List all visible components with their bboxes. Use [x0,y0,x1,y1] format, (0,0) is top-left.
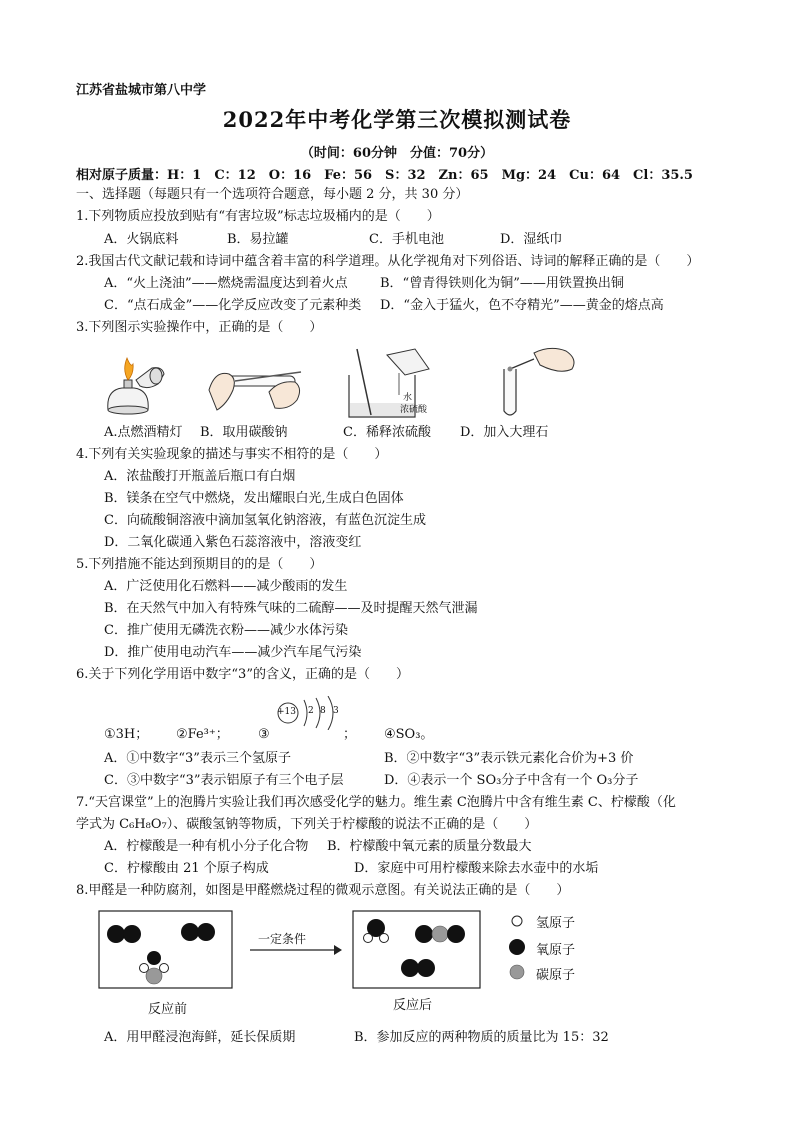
q6-option-b: B．②中数字“3”表示铁元素化合价为+3 价 [384,751,634,766]
q4-option-b: B．镁条在空气中燃烧，发出耀眼白光,生成白色固体 [104,491,404,506]
q5-option-a: A．广泛使用化石燃料——减少酸雨的发生 [104,579,348,594]
school-name: 江苏省盐城市第八中学 [76,83,207,98]
q1-option-b: B．易拉罐 [227,232,289,247]
q7-stem-line-2: 学式为 C₆H₈O₇）、碳酸氢钠等物质，下列关于柠檬酸的说法不正确的是（ ） [76,817,538,832]
q3-stem: 3.下列图示实验操作中，正确的是（ ） [76,320,323,335]
q6-item-3: ③ [258,727,270,742]
reaction-after-box [352,910,482,990]
q8-stem: 8.甲醛是一种防腐剂，如图是甲醛燃烧过程的微观示意图。有关说法正确的是（ ） [76,883,570,898]
q4-stem: 4.下列有关实验现象的描述与事实不相符的是（ ） [76,447,388,462]
q6-item-3-end: ； [343,727,357,742]
after-label: 反应后 [393,998,433,1013]
q1-option-d: D．湿纸巾 [500,232,563,247]
q2-option-b: B．“曾青得铁则化为铜”——用铁置换出铜 [380,276,624,291]
q7-option-d: D．家庭中可用柠檬酸来除去水壶中的水垢 [354,861,599,876]
legend-carbon: 碳原子 [536,968,576,983]
q4-option-d: D．二氧化碳通入紫色石蕊溶液中，溶液变红 [104,535,362,550]
q4-option-c: C．向硫酸铜溶液中滴加氢氧化钠溶液，有蓝色沉淀生成 [104,513,426,528]
q6-option-d: D．④表示一个 SO₃分子中含有一个 O₃分子 [384,773,639,788]
q4-option-a: A．浓盐酸打开瓶盖后瓶口有白烟 [104,469,296,484]
nucleus-charge: +13 [277,707,296,717]
q1-option-a: A．火锅底料 [104,232,179,247]
q7-option-c: C．柠檬酸由 21 个原子构成 [104,861,269,876]
q3-option-c: C．稀释浓硫酸 [343,425,431,440]
before-label: 反应前 [148,1002,188,1017]
exam-title: 2022年中考化学第三次模拟测试卷 [222,107,572,132]
q3-option-d: D．加入大理石 [460,425,549,440]
q5-option-c: C．推广使用无磷洗衣粉——减少水体污染 [104,623,348,638]
section-heading: 一、选择题（每题只有一个选项符合题意，每小题 2 分，共 30 分） [76,187,469,202]
q8-option-a: A．用甲醛浸泡海鲜，延长保质期 [104,1030,296,1045]
q6-item-1: ①3H； [104,727,149,742]
shell-3-count: 3 [333,706,339,716]
q1-stem: 1.下列物质应投放到贴有“有害垃圾”标志垃圾桶内的是（ ） [76,209,440,224]
marble-tube-figure [500,345,580,421]
reaction-before-box [98,910,234,990]
arrow-condition-label: 一定条件 [258,932,307,946]
q6-option-a: A．①中数字“3”表示三个氢原子 [104,751,291,766]
q1-option-c: C．手机电池 [369,232,444,247]
q6-stem: 6.关于下列化学用语中数字“3”的含义，正确的是（ ） [76,667,409,682]
q5-option-b: B．在天然气中加入有特殊气味的二硫醇——及时提醒天然气泄漏 [104,601,478,616]
shell-1-count: 2 [308,706,314,716]
q7-option-a: A．柠檬酸是一种有机小分子化合物 [104,839,309,854]
q6-option-c: C．③中数字“3”表示铝原子有三个电子层 [104,773,344,788]
legend-hydrogen: 氢原子 [536,916,576,931]
atomic-masses: 相对原子质量：H：1 C：12 O：16 Fe：56 S：32 Zn：65 Mg：24 Cu：64 Cl：35.5 [76,168,693,183]
legend-oxygen: 氧原子 [536,943,576,958]
q2-stem: 2.我国古代文献记载和诗词中蕴含着丰富的科学道理。从化学视角对下列俗语、诗词的解释正确的是（ ） [76,254,700,269]
test-tube-sampling-figure [205,360,305,418]
q7-stem-line-1: 7.“天宫课堂”上的泡腾片实验让我们再次感受化学的魅力。维生素 C泡腾片中含有维生素 C、柠檬酸（化 [76,795,676,810]
time-info: （时间：60分钟 分值：70分） [300,146,494,161]
q5-stem: 5.下列措施不能达到预期目的的是（ ） [76,557,323,572]
shell-2-count: 8 [320,706,326,716]
q5-option-d: D．推广使用电动汽车——减少汽车尾气污染 [104,645,362,660]
q6-item-4: ④SO₃。 [384,727,434,742]
q2-option-a: A．“火上浇油”——燃烧需温度达到着火点 [104,276,348,291]
atom-legend-symbols [508,912,528,982]
q7-option-b: B．柠檬酸中氧元素的质量分数最大 [327,839,532,854]
fig-acid-label: 浓硫酸 [400,405,428,415]
q2-option-c: C．“点石成金”——化学反应改变了元素种类 [104,298,362,313]
q3-option-b: B．取用碳酸钠 [200,425,288,440]
q3-option-a: A.点燃酒精灯 [104,425,183,440]
q8-option-b: B．参加反应的两种物质的质量比为 15：32 [354,1030,609,1045]
q6-item-2: ②Fe³⁺； [176,727,229,742]
alcohol-lamp-figure [100,350,170,418]
q2-option-d: D．“金入于猛火，色不夺精光”——黄金的熔点高 [380,298,664,313]
fig-water-label: 水 [403,393,413,403]
